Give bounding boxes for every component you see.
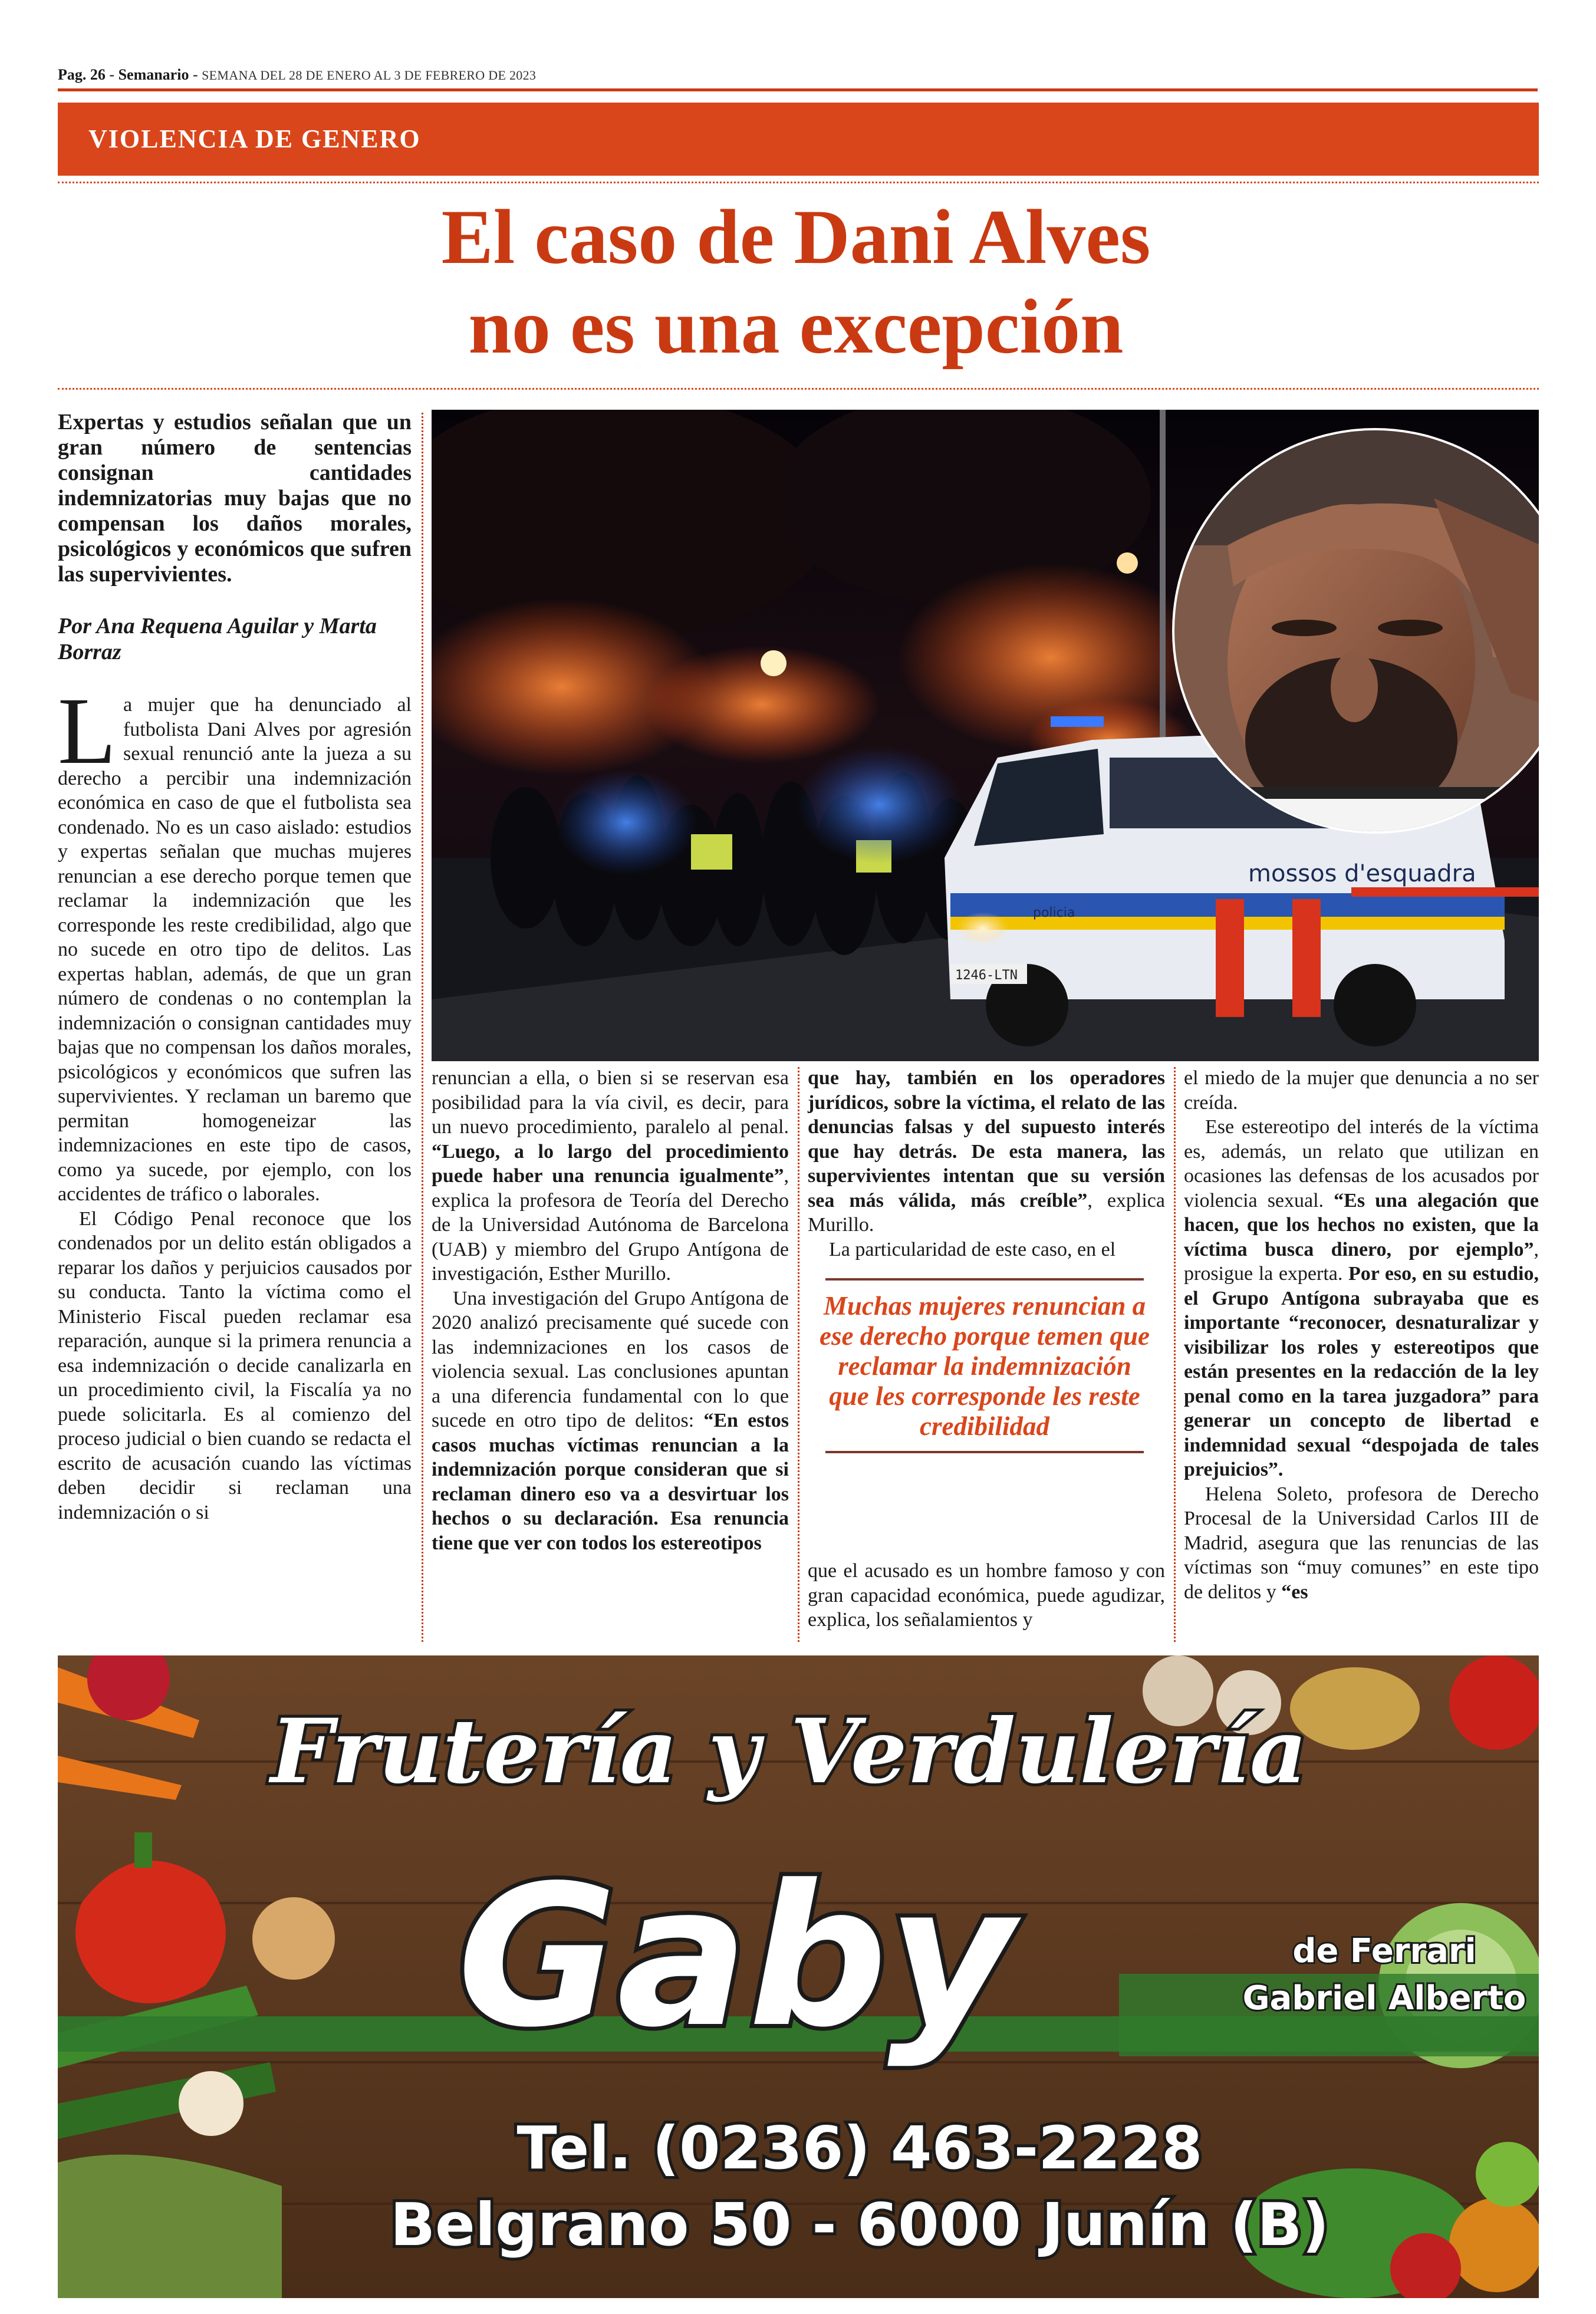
paragraph-text: Una investigación del Grupo Antígona de 2020 analizó precisamente qué sucede con las indemnizaciones en los casos de violencia sexual. Las conclusiones apuntan a una diferencia fundamental con lo que sucede en otro tipo de delitos:	[432, 1287, 789, 1431]
body-column-4	[1184, 1066, 1539, 1604]
ad-owner-line-2: Gabriel Alberto	[1242, 1979, 1526, 2017]
paragraph: que el acusado es un hombre famoso y con gran capacidad económica, puede agudizar, explica, los señalamientos y	[808, 1560, 1165, 1631]
paragraph-text: Ese estereotipo del interés de la víctima es, además, un relato que utilizan en ocasiones las defensas de los acusados por violencia sexual.	[1184, 1116, 1539, 1212]
greengrocer-ad-graphic	[58, 1655, 1539, 2298]
body-column-2	[432, 1066, 789, 1555]
section-bar	[58, 103, 1539, 176]
header-rule	[58, 88, 1538, 91]
column-separator	[1174, 1067, 1176, 1642]
column-separator	[422, 413, 423, 1642]
issue-date: SEMANA DEL 28 DE ENERO AL 3 DE FEBRERO DE 2023	[202, 68, 537, 83]
paragraph: a mujer que ha denunciado al futbolista Dani Alves por agresión sexual renunció ante la jueza a su derecho a percibir una indemnización económica en caso de que el futbolista sea condenado. No es un caso aislado: estudios y expertas señalan que muchas mujeres renuncian a ese derecho porque temen que reclamar la indemnización que les corresponde les reste credibilidad, algo que no sucede en otro tipo de delitos. Las expertas hablan, además, de que un gran número de condenas o no contemplan la indemnización o consignan cantidades muy bajas que no compensan los daños morales, psicológicos y económicos que sufren las supervivientes. Y reclaman un baremo que permitan homogeneizar las indemnizaciones en este tipo de casos, como ya sucede, por ejemplo, con los accidentes de tráfico o laborales.	[58, 694, 412, 1205]
body-column-3-continued	[808, 1559, 1165, 1632]
police-night-scene-image	[432, 410, 1539, 1061]
van-policia-label: policia	[1033, 906, 1075, 920]
section-divider	[58, 182, 1539, 183]
plate-text: 1246-LTN	[955, 968, 1018, 983]
body-column-3	[808, 1066, 1165, 1262]
ad-brand: Gaby	[457, 1844, 1015, 2070]
paragraph-text: renuncian a ella, o bien si se reservan esa posibilidad para la vía civil, es decir, para un nuevo procedimiento, paralelo al penal.	[432, 1067, 789, 1138]
pull-quote	[808, 1278, 1161, 1453]
article-byline: Por Ana Requena Aguilar y Marta Borraz	[58, 614, 377, 664]
page-number: Pag. 26	[58, 66, 106, 83]
title-line-2: no es una excepción	[468, 283, 1124, 370]
pull-quote-text: Muchas mujeres renuncian a ese derecho porque temen que reclamar la indemnización que les corresponde les reste credibilidad	[820, 1291, 1150, 1441]
quote-text: que hay, también en los operadores jurídicos, sobre la víctima, el relato de las denuncias falsas y del supuesto interés que hay detrás. De esta manera, las supervivientes intentan que su versión sea más válida, más creíble”	[808, 1067, 1165, 1212]
title-line-1: El caso de Dani Alves	[441, 193, 1151, 280]
paragraph-text: , prosigue la experta.	[1184, 1238, 1539, 1285]
paragraph-text: , explica la profesora de Teoría del Derecho de la Universidad Autónoma de Barcelona (UAB) y miembro del Grupo Antígona de investigación, Esther Murillo.	[432, 1165, 789, 1285]
quote-text: Por eso, en su estudio, el Grupo Antígona subrayaba que es importante “reconocer, desnaturalizar y visibilizar los roles y estereotipos que están presentes en la redacción de la ley penal como en la tarea juzgadora” para generar un concepto de libertad e indemnidad sexual “despojada de tales prejuicios”.	[1184, 1263, 1539, 1480]
quote-text: “En estos casos muchas víctimas renuncian a la indemnización porque consideran que si reclaman dinero eso va a desvirtuar los hechos o su declaración. Esa renuncia tiene que ver con todos los estereotipos	[432, 1410, 789, 1554]
section-label: VIOLENCIA DE GENERO	[88, 124, 421, 153]
column-separator	[798, 1067, 799, 1642]
body-column-1	[58, 679, 412, 1525]
paragraph: El Código Penal reconoce que los condenados por un delito están obligados a reparar los daños y perjuicios causados por su conducta. Tanto la víctima como el Ministerio Fiscal pueden reclamar esa reparación, aunque si la primera renuncia a esa indemnización o decide canalizarla en un procedimiento civil, la Fiscalía ya no puede solicitarla. Es al comienzo del proceso judicial o bien cuando se redacta el escrito de acusación cuando las víctimas deben decidir si reclaman una indemnización o si	[58, 1207, 412, 1523]
ad-phone: Tel. (0236) 463-2228	[516, 2114, 1203, 2183]
pull-quote-rule	[825, 1451, 1144, 1453]
page-header: Pag. 26 - Semanario - SEMANA DEL 28 DE ENERO AL 3 DE FEBRERO DE 2023	[58, 66, 537, 83]
quote-text: “es	[1281, 1581, 1308, 1603]
ad-headline: Frutería y Verdulería	[270, 1700, 1308, 1803]
advertisement	[58, 1655, 1539, 2298]
paragraph: La particularidad de este caso, en el	[829, 1238, 1116, 1260]
drop-cap: L	[58, 679, 116, 784]
title-divider	[58, 388, 1539, 390]
paragraph-text: Helena Soleto, profesora de Derecho Procesal de la Universidad Carlos III de Madrid, asegura que las renuncias de las víctimas son “muy comunes” en este tipo de delitos y	[1184, 1483, 1539, 1603]
paragraph-text: , explica Murillo.	[808, 1189, 1165, 1236]
ad-address: Belgrano 50 - 6000 Junín (B)	[390, 2190, 1330, 2259]
article-lead: Expertas y estudios señalan que un gran número de sentencias consignan cantidades indemnizatorias muy bajas que no compensan los daños morales, psicológicos y económicos que sufren las supervivientes.	[58, 410, 412, 587]
article-title	[236, 192, 1356, 371]
ad-owner-line-1: de Ferrari	[1292, 1932, 1476, 1970]
article-photo	[432, 410, 1539, 1061]
publication-name: Semanario	[118, 66, 189, 83]
paragraph: el miedo de la mujer que denuncia a no ser creída.	[1184, 1067, 1539, 1114]
van-label: mossos d'esquadra	[1248, 860, 1476, 887]
quote-text: “Luego, a lo largo del procedimiento puede haber una renuncia igualmente”	[432, 1140, 789, 1187]
quote-text: “Es una alegación que hacen, que los hechos no existen, que la víctima busca dinero, por ejemplo”	[1184, 1189, 1539, 1260]
